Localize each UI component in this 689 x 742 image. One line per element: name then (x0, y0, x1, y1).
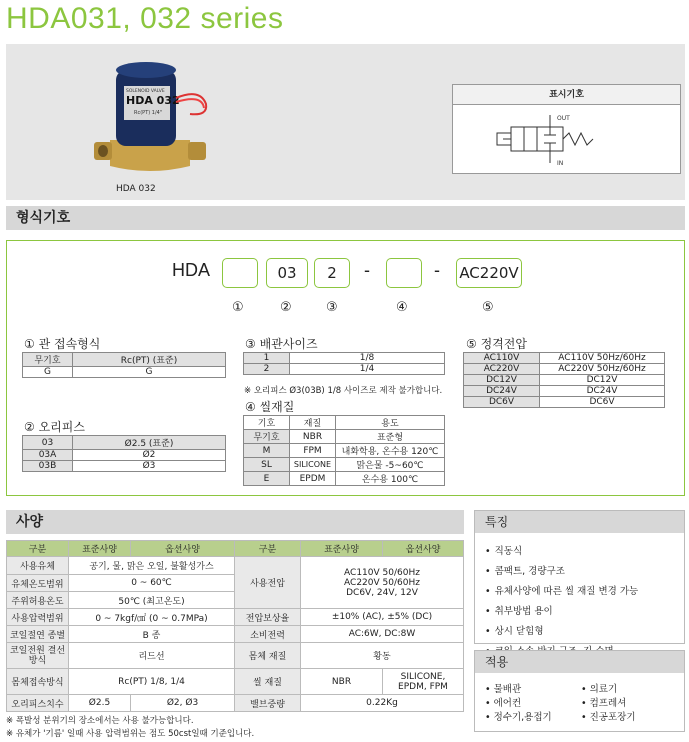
tbl5-cell: AC220V (464, 364, 540, 375)
code-number-1: ① (232, 300, 244, 315)
spec-value: ±10% (AC), ±5% (DC) (301, 609, 464, 626)
tbl4-cell: 표준형 (336, 430, 445, 444)
tbl4-cell: SILICONE (290, 458, 336, 472)
product-caption: HDA 032 (116, 184, 156, 194)
spec-head: 구분 (7, 541, 69, 557)
code-number-2: ② (280, 300, 292, 315)
tbl4-title: ④ 씰재질 (245, 400, 295, 414)
tbl5-cell: DC6V (540, 397, 665, 408)
tbl2-title: ② 오리피스 (24, 420, 85, 434)
list-item: • 유체사양에 따른 씰 재질 변경 가능 (485, 583, 684, 597)
code-number-4: ④ (396, 300, 408, 315)
applications-grid (485, 683, 685, 725)
list-item-text: 컴프레셔 (589, 698, 627, 709)
spec-key: 코일절연 종별 (7, 626, 69, 643)
spec-note-1: ※ 폭발성 분위기의 장소에서는 사용 불가능합니다. (6, 716, 194, 726)
symbol-panel (452, 84, 681, 174)
tbl4-cell: EPDM (290, 472, 336, 486)
spec-head: 옵션사양 (383, 541, 464, 557)
code-box-4 (386, 258, 422, 288)
spec-key: 코일전원 결선방식 (7, 643, 69, 669)
spec-key: 유체온도범위 (7, 575, 69, 592)
symbol-out-label: OUT (557, 115, 570, 122)
spec-value: AC110V 50/60Hz (344, 567, 420, 578)
code-dash-1: - (364, 260, 370, 280)
tbl2-cell: Ø2 (73, 450, 226, 461)
tbl4-cell: M (244, 444, 290, 458)
spec-value: B 종 (69, 626, 235, 643)
tbl2-cell: 03B (23, 461, 73, 472)
spec-value: 0 ~ 7kgf/㎠ (0 ~ 0.7MPa) (69, 609, 235, 626)
spec-value: AC220V 50/60Hz (344, 577, 420, 588)
tbl5-cell: AC220V 50Hz/60Hz (540, 364, 665, 375)
spec-key: 씰 재질 (235, 669, 301, 695)
tbl5-cell: DC24V (464, 386, 540, 397)
tbl4-cell: 맑은물 -5~60℃ (336, 458, 445, 472)
tbl3-cell: 1/4 (290, 364, 445, 375)
applications-panel (474, 650, 685, 732)
tbl1-head-0: 무기호 (23, 353, 73, 367)
spec-value: Ø2, Ø3 (131, 695, 235, 712)
spec-key: 사용유체 (7, 557, 69, 575)
spec-value: 공기, 물, 맑은 오일, 불활성가스 (69, 557, 235, 575)
spec-value: AC:6W, DC:8W (301, 626, 464, 643)
valve-label-model: HDA 032 (126, 94, 180, 107)
spec-value: 0 ~ 60℃ (69, 575, 235, 592)
valve-symbol-diagram (453, 105, 680, 173)
tbl3-cell: 1 (244, 353, 290, 364)
tbl4-cell: NBR (290, 430, 336, 444)
tbl1-head-1: Rc(PT) (표준) (73, 353, 226, 367)
code-box-1 (222, 258, 258, 288)
spec-voltage-values (301, 557, 464, 609)
spec-key: 주위허용온도 (7, 592, 69, 609)
tbl5-cell: DC12V (464, 375, 540, 386)
tbl1-cell: G (73, 367, 226, 378)
tbl4-cell: FPM (290, 444, 336, 458)
spec-key: 오리피스치수 (7, 695, 69, 712)
tbl5-title: ⑤ 정격전압 (466, 337, 527, 351)
tbl4-cell: SL (244, 458, 290, 472)
tbl4-head: 기호 (244, 416, 290, 430)
spec-head: 구분 (235, 541, 301, 557)
tbl1-cell: G (23, 367, 73, 378)
list-item-text: 물배관 (493, 684, 522, 695)
spec-head: 표준사양 (69, 541, 131, 557)
spec-value: 리드선 (69, 643, 235, 669)
code-box-3: 2 (314, 258, 350, 288)
tbl2-cell: 03A (23, 450, 73, 461)
symbol-in-label: IN (557, 160, 564, 167)
symbol-heading: 표시기호 (453, 85, 680, 105)
tbl5-cell: AC110V (464, 353, 540, 364)
spec-key: 사용압력범위 (7, 609, 69, 626)
spec-key: 소비전력 (235, 626, 301, 643)
spec-value: Ø2.5 (69, 695, 131, 712)
code-box-5: AC220V (456, 258, 522, 288)
list-item: • 의료기 (581, 684, 618, 695)
spec-key: 밸브중량 (235, 695, 301, 712)
list-item: • 정수기,용접기 (485, 712, 552, 723)
spec-note-2: ※ 유체가 '기름' 일때 사용 압력범위는 점도 50cst일때 기준입니다. (6, 729, 255, 739)
tbl5-cell: DC12V (540, 375, 665, 386)
code-box-2: 03 (266, 258, 308, 288)
spec-key: 몸체 재질 (235, 643, 301, 669)
tbl4-cell: 온수용 100℃ (336, 472, 445, 486)
tbl4-cell: 무기호 (244, 430, 290, 444)
tbl3-pipe-size (243, 352, 445, 375)
tbl1-connection (22, 352, 226, 378)
tbl2-cell: 03 (23, 436, 73, 450)
code-number-3: ③ (326, 300, 338, 315)
section-model-code: 형식기호 (6, 206, 685, 230)
list-item: • 진공포장기 (581, 712, 636, 723)
valve-product-image (90, 58, 210, 176)
tbl3-title: ③ 배관사이즈 (245, 337, 318, 351)
spec-head: 표준사양 (301, 541, 383, 557)
spec-table (6, 540, 464, 712)
spec-key: 사용전압 (235, 557, 301, 609)
list-item-text: 에어컨 (493, 698, 522, 709)
spec-head: 옵션사양 (131, 541, 235, 557)
list-item: • 컴프레셔 (581, 698, 627, 709)
tbl2-cell: Ø3 (73, 461, 226, 472)
list-item-text: 진공포장기 (589, 712, 636, 723)
tbl2-orifice (22, 435, 226, 472)
applications-title: 적용 (475, 651, 684, 673)
list-item: • 에어컨 (485, 698, 522, 709)
spec-value: NBR (301, 669, 383, 695)
spec-value: DC6V, 24V, 12V (346, 587, 418, 598)
spec-value: 황동 (301, 643, 464, 669)
spec-value: Rc(PT) 1/8, 1/4 (69, 669, 235, 695)
list-item-text: 의료기 (589, 684, 618, 695)
code-number-5: ⑤ (482, 300, 494, 315)
tbl1-title: ① 관 접속형식 (24, 337, 101, 351)
features-title: 특징 (475, 511, 684, 533)
list-item: • 물배관 (485, 684, 522, 695)
tbl4-cell: E (244, 472, 290, 486)
tbl4-cell: 내화학용, 온수용 120℃ (336, 444, 445, 458)
valve-label-sub: Rc(PT) 1/4" (134, 110, 163, 116)
spec-key: 전압보상율 (235, 609, 301, 626)
tbl4-head: 재질 (290, 416, 336, 430)
page-title: HDA031, 032 series (6, 2, 284, 35)
tbl5-voltage (463, 352, 665, 408)
section-spec: 사양 (6, 510, 464, 534)
tbl2-cell: Ø2.5 (표준) (73, 436, 226, 450)
features-panel (474, 510, 685, 644)
list-item-text: 정수기,용접기 (493, 712, 552, 723)
spec-value: 50℃ (최고온도) (69, 592, 235, 609)
valve-label-top: SOLENOID VALVE (126, 89, 165, 94)
spec-value: SILICONE, EPDM, FPM (383, 669, 464, 695)
spec-value: 0.22Kg (301, 695, 464, 712)
tbl3-cell: 1/8 (290, 353, 445, 364)
tbl5-cell: AC110V 50Hz/60Hz (540, 353, 665, 364)
list-item: • 콤팩트, 경량구조 (485, 563, 684, 577)
tbl5-cell: DC24V (540, 386, 665, 397)
list-item: • 상시 닫힘형 (485, 623, 684, 637)
tbl5-cell: DC6V (464, 397, 540, 408)
code-prefix: HDA (172, 260, 211, 280)
features-list (475, 533, 684, 657)
tbl3-cell: 2 (244, 364, 290, 375)
list-item: • 취부방법 용이 (485, 603, 684, 617)
code-dash-2: - (434, 260, 440, 280)
list-item: • 직동식 (485, 543, 684, 557)
tbl4-seal (243, 415, 445, 486)
spec-key: 몸체접속방식 (7, 669, 69, 695)
tbl3-note: ※ 오리피스 Ø3(03B) 1/8 사이즈로 제작 불가합니다. (244, 386, 443, 396)
tbl4-head: 용도 (336, 416, 445, 430)
